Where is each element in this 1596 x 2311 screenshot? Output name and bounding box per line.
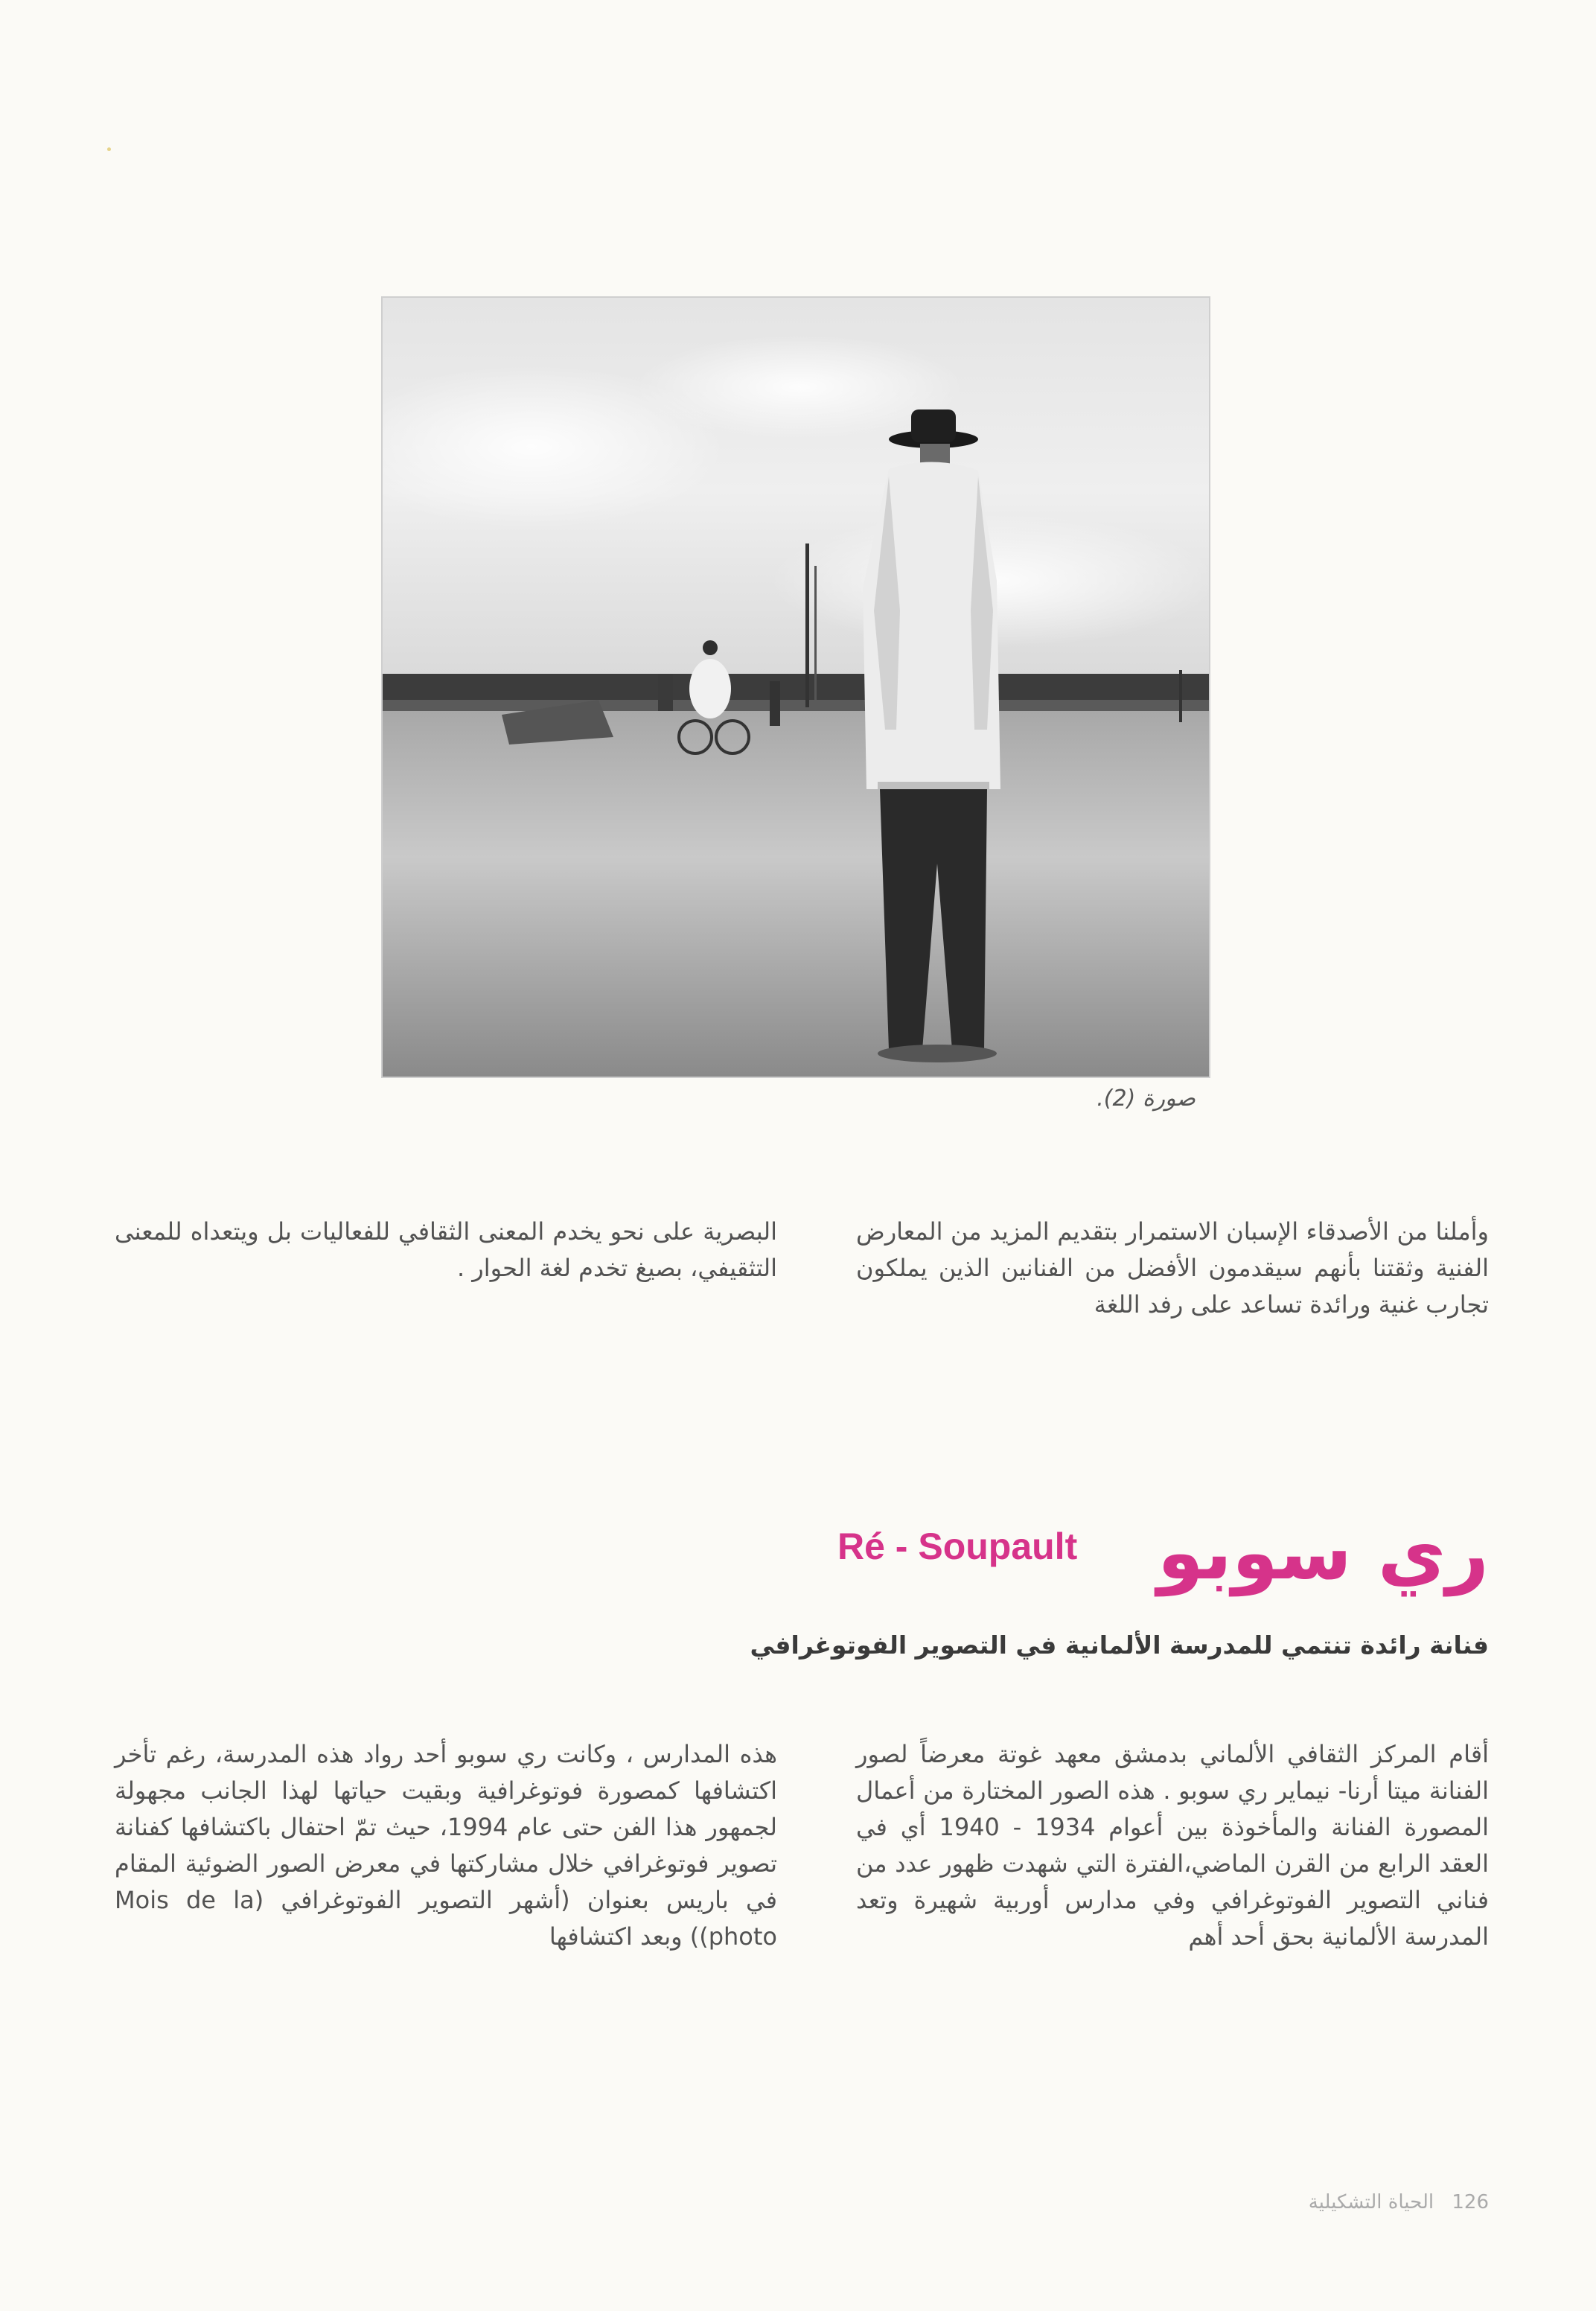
- intro-left-paragraph: البصرية على نحو يخدم المعنى الثقافي للفعاليات بل ويتعداه للمعنى التثقيفي، بصيغ تخدم لغة الحوار .: [115, 1217, 777, 1282]
- intro-right-paragraph: وأملنا من الأصدقاء الإسبان الاستمرار بتقديم المزيد من المعارض الفنية وثقتنا بأنهم سيقدمون الأفضل من الفنانين الذين يملكون تجارب غنية ورائدة تساعد على رفد اللغة: [856, 1217, 1489, 1319]
- page-footer: [1297, 2191, 1489, 2213]
- print-speck: [107, 147, 111, 151]
- article-title-arabic: ري سوبو: [1157, 1509, 1489, 1596]
- page-number: 126: [1452, 2191, 1489, 2213]
- intro-right-column: [856, 1214, 1489, 1323]
- article-photo: [381, 296, 1210, 1078]
- article-left-paragraph: هذه المدارس ، وكانت ري سوبو أحد رواد هذه المدرسة، رغم تأخر اكتشافها كمصورة فوتوغرافية وبقيت حياتها لهذا الجانب مجهولة لجمهور هذا الفن حتى عام 1994، حيث تمّ احتفال باكتشافها كفنانة تصوير فوتوغرافي خلال مشاركتها في معرض الصور الضوئية المقام في باريس بعنوان (أشهر التصوير الفوتوغرافي (Mois de la photo)) وبعد اكتشافها: [115, 1740, 778, 1951]
- photo-man-on-beach: [383, 298, 1209, 1077]
- article-right-paragraph: أقام المركز الثقافي الألماني بدمشق معهد غوتة معرضاً لصور الفنانة ميتا أرنا- نيماير ري سوبو . هذه الصور المختارة من أعمال المصورة الفنانة والمأخوذة بين أعوام 1934 - 1940 أي في العقد الرابع من القرن الماضي،الفترة التي شهدت ظهور عدد من فناني التصوير الفوتوغرافي وفي مدارس أوربية شهيرة وتعد المدرسة الألمانية بحق أحد أهم: [856, 1740, 1490, 1951]
- photo-caption: صورة (2).: [1097, 1086, 1196, 1112]
- article-subtitle: فنانة رائدة تنتمي للمدرسة الألمانية في التصوير الفوتوغرافي: [750, 1631, 1489, 1660]
- intro-left-column: [115, 1214, 777, 1287]
- article-title-latin: Ré - Soupault: [837, 1526, 1078, 1567]
- article-right-column: [856, 1736, 1489, 1955]
- magazine-name: الحياة التشكيلية: [1308, 2191, 1434, 2213]
- article-left-column: [115, 1736, 777, 1955]
